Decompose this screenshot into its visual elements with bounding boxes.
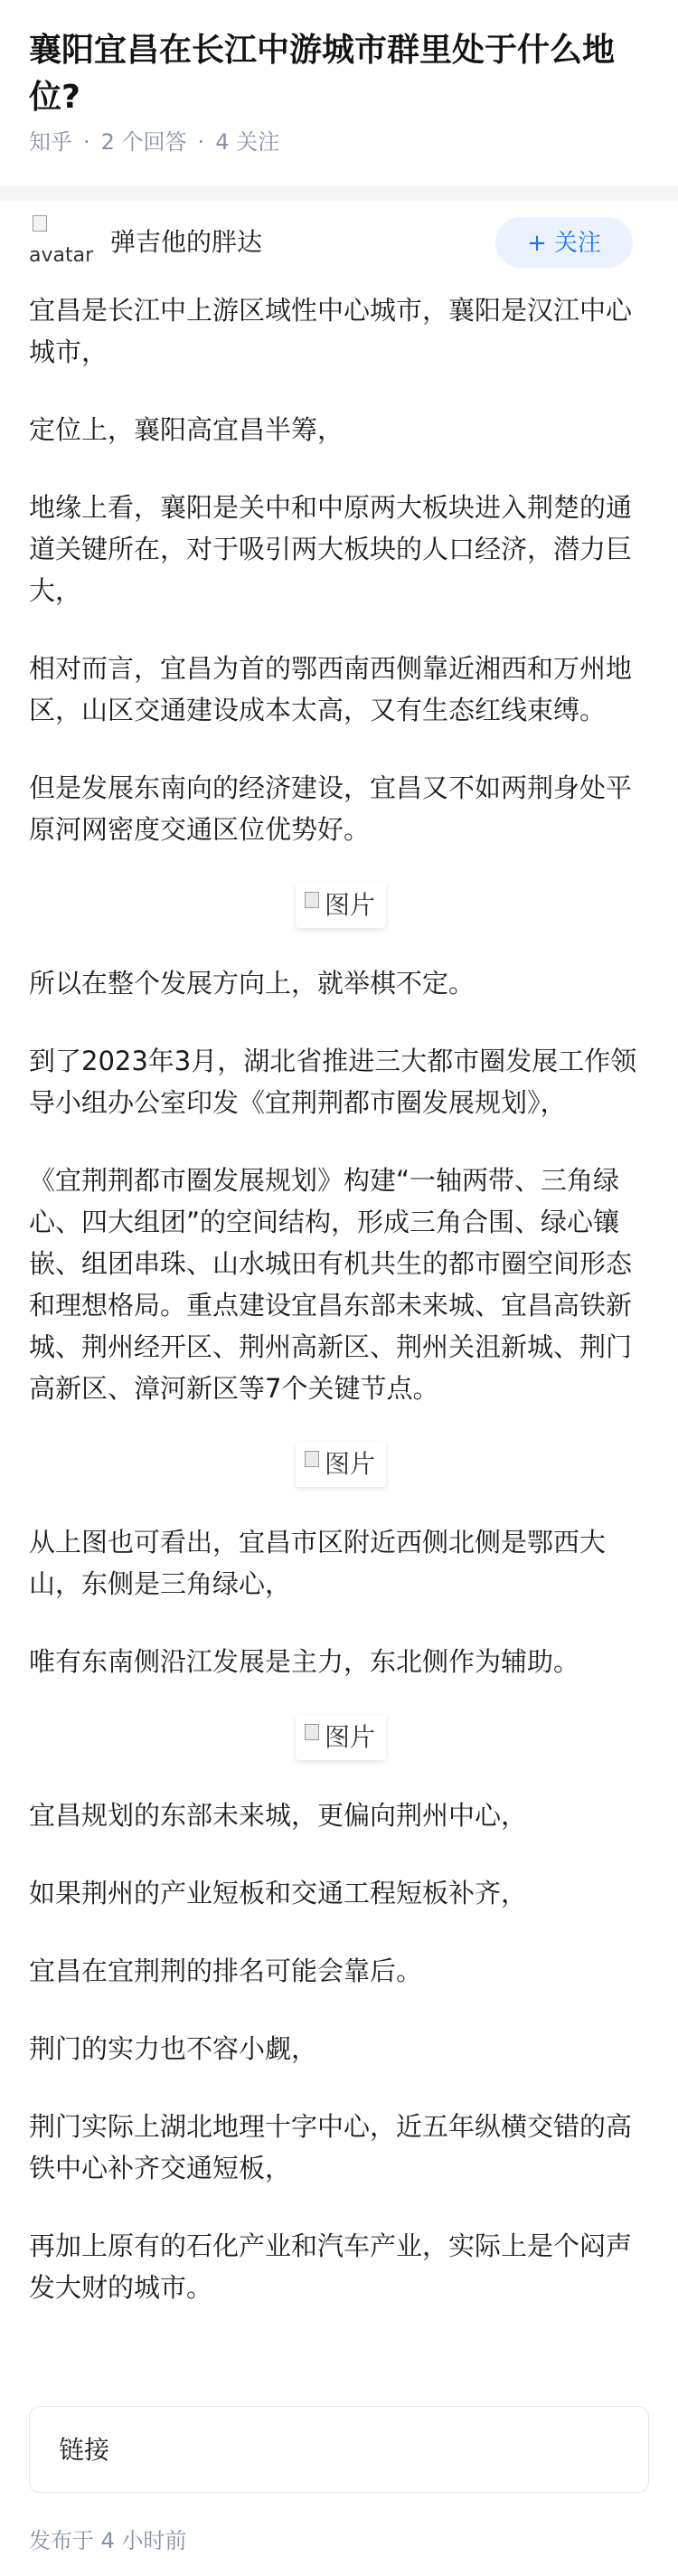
image-placeholder-label: 图片 xyxy=(324,1449,375,1479)
answer-paragraph: 地缘上看，襄阳是关中和中原两大板块进入荆楚的通道关键所在，对于吸引两大板块的人口经济，潜力巨大， xyxy=(29,492,633,606)
broken-image-icon xyxy=(33,215,47,232)
answer-paragraph: 但是发展东南向的经济建设，宜昌又不如两荆身处平原河网密度交通区位优势好。 xyxy=(29,772,633,845)
answer-paragraph: 再加上原有的石化产业和汽车产业，实际上是个闷声发大财的城市。 xyxy=(29,2230,633,2303)
image-placeholder-label: 图片 xyxy=(324,890,375,920)
follow-button[interactable] xyxy=(495,217,633,268)
answer-paragraph: 到了2023年3月，湖北省推进三大都市圈发展工作领导小组办公室印发《宜荆荆都市圈发展规划》， xyxy=(29,1046,637,1118)
author-bar xyxy=(0,210,678,282)
question-header xyxy=(0,0,678,185)
image-placeholder[interactable] xyxy=(29,883,653,930)
avatar-alt-text: avatar xyxy=(29,244,94,267)
answer-paragraph: 唯有东南侧沿江发展是主力，东北侧作为辅助。 xyxy=(29,1646,580,1677)
question-meta xyxy=(29,127,279,157)
source-label[interactable]: 知乎 xyxy=(29,129,72,155)
image-placeholder-label: 图片 xyxy=(324,1722,375,1752)
answer-content xyxy=(29,289,653,2344)
meta-separator: · xyxy=(197,129,205,155)
link-card-label: 链接 xyxy=(59,2435,110,2465)
answer-paragraph: 宜昌是长江中上游区域性中心城市，襄阳是汉江中心城市， xyxy=(29,295,633,367)
answer-paragraph: 相对而言，宜昌为首的鄂西南西侧靠近湘西和万州地区，山区交通建设成本太高，又有生态红线束缚。 xyxy=(29,653,633,725)
author-name[interactable]: 弹吉他的胖达 xyxy=(110,227,263,257)
answer-count[interactable]: 2 个回答 xyxy=(100,129,187,155)
broken-image-icon xyxy=(305,1724,319,1740)
answer-paragraph: 荆门的实力也不容小觑， xyxy=(29,2033,318,2064)
answer-paragraph: 宜昌在宜荆荆的排名可能会靠后。 xyxy=(29,1956,423,1986)
section-divider xyxy=(0,185,678,202)
broken-image-icon xyxy=(305,1451,319,1467)
image-placeholder[interactable] xyxy=(29,1715,653,1762)
broken-image-icon xyxy=(305,892,319,908)
answer-paragraph: 《宜荆荆都市圈发展规划》构建“一轴两带、三角绿心、四大组团”的空间结构，形成三角合围、绿心镶嵌、组团串珠、山水城田有机共生的都市圈空间形态和理想格局。重点建设宜昌东部未来城、宜昌高铁新城、荆州经开区、荆州高新区、荆州关沮新城、荆门高新区、漳河新区等7个关键节点。 xyxy=(29,1165,633,1404)
avatar[interactable] xyxy=(29,213,94,271)
published-time: 发布于 4 小时前 xyxy=(29,2528,187,2553)
meta-separator: · xyxy=(83,129,90,155)
answer-paragraph: 从上图也可看出，宜昌市区附近西侧北侧是鄂西大山，东侧是三角绿心， xyxy=(29,1527,607,1599)
plus-icon: + xyxy=(527,230,547,257)
image-placeholder[interactable] xyxy=(29,1442,653,1489)
follow-button-label: 关注 xyxy=(553,230,601,257)
answer-paragraph: 定位上，襄阳高宜昌半筹， xyxy=(29,414,344,445)
answer-paragraph: 如果荆州的产业短板和交通工程短板补齐， xyxy=(29,1878,528,1908)
follower-count[interactable]: 4 关注 xyxy=(215,129,280,155)
answer-paragraph: 宜昌规划的东部未来城，更偏向荆州中心， xyxy=(29,1800,528,1831)
answer-paragraph: 荆门实际上湖北地理十字中心，近五年纵横交错的高铁中心补齐交通短板， xyxy=(29,2111,633,2183)
answer-paragraph: 所以在整个发展方向上，就举棋不定。 xyxy=(29,968,476,999)
question-title[interactable]: 襄阳宜昌在长江中游城市群里处于什么地位? xyxy=(29,32,616,116)
link-card[interactable] xyxy=(29,2406,649,2493)
